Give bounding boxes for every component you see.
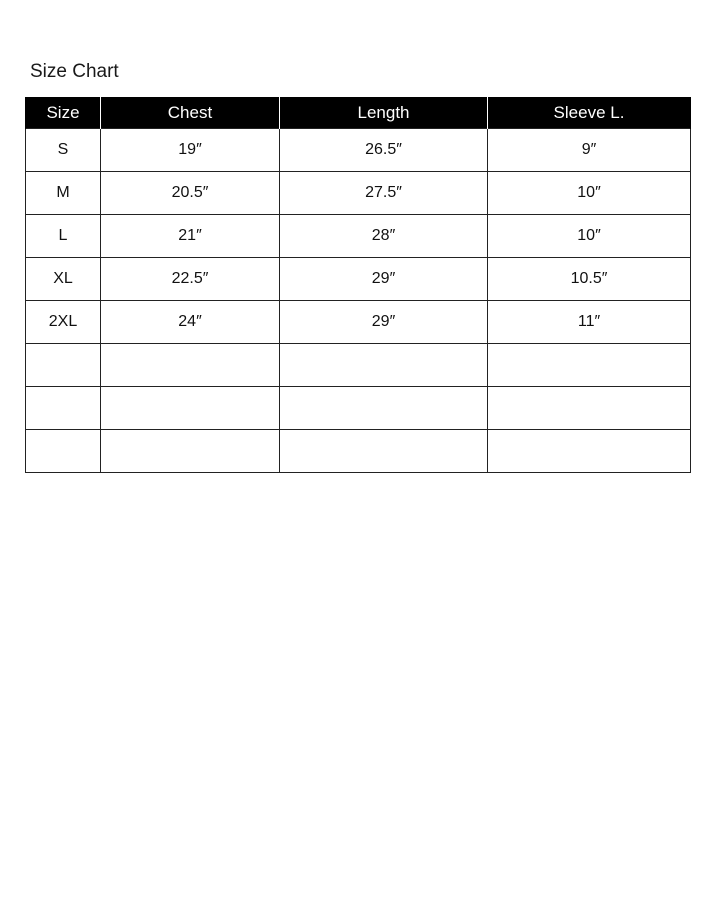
sleeve-cell: 9″ bbox=[488, 129, 691, 172]
table-row bbox=[26, 430, 691, 473]
length-cell: 28″ bbox=[280, 215, 488, 258]
length-cell bbox=[280, 430, 488, 473]
sleeve-cell: 10″ bbox=[488, 215, 691, 258]
sleeve-cell bbox=[488, 430, 691, 473]
sleeve-cell: 10.5″ bbox=[488, 258, 691, 301]
header-row bbox=[26, 97, 691, 129]
table-row bbox=[26, 258, 691, 301]
length-cell: 27.5″ bbox=[280, 172, 488, 215]
chest-cell: 21″ bbox=[101, 215, 280, 258]
chest-cell bbox=[101, 430, 280, 473]
length-cell: 29″ bbox=[280, 258, 488, 301]
length-cell: 26.5″ bbox=[280, 129, 488, 172]
table-body bbox=[26, 129, 691, 473]
chest-cell: 19″ bbox=[101, 129, 280, 172]
chest-cell: 22.5″ bbox=[101, 258, 280, 301]
size-cell: M bbox=[26, 172, 101, 215]
chest-cell bbox=[101, 344, 280, 387]
size-cell: XL bbox=[26, 258, 101, 301]
size-cell bbox=[26, 344, 101, 387]
size-chart-table bbox=[25, 97, 691, 473]
table-row bbox=[26, 172, 691, 215]
chest-cell: 20.5″ bbox=[101, 172, 280, 215]
size-cell bbox=[26, 387, 101, 430]
table-row bbox=[26, 215, 691, 258]
sleeve-cell bbox=[488, 344, 691, 387]
sleeve-cell bbox=[488, 387, 691, 430]
table-row bbox=[26, 129, 691, 172]
chest-cell: 24″ bbox=[101, 301, 280, 344]
table-header bbox=[26, 97, 691, 129]
size-cell: S bbox=[26, 129, 101, 172]
length-cell: 29″ bbox=[280, 301, 488, 344]
chest-cell bbox=[101, 387, 280, 430]
length-cell bbox=[280, 344, 488, 387]
header-size: Size bbox=[26, 97, 101, 129]
table-row bbox=[26, 301, 691, 344]
header-sleeve-length: Sleeve L. bbox=[488, 97, 691, 129]
table-row bbox=[26, 387, 691, 430]
size-cell: 2XL bbox=[26, 301, 101, 344]
size-cell bbox=[26, 430, 101, 473]
table-row bbox=[26, 344, 691, 387]
sleeve-cell: 11″ bbox=[488, 301, 691, 344]
header-chest: Chest bbox=[101, 97, 280, 129]
length-cell bbox=[280, 387, 488, 430]
header-length: Length bbox=[280, 97, 488, 129]
sleeve-cell: 10″ bbox=[488, 172, 691, 215]
size-cell: L bbox=[26, 215, 101, 258]
page-title: Size Chart bbox=[30, 61, 119, 82]
